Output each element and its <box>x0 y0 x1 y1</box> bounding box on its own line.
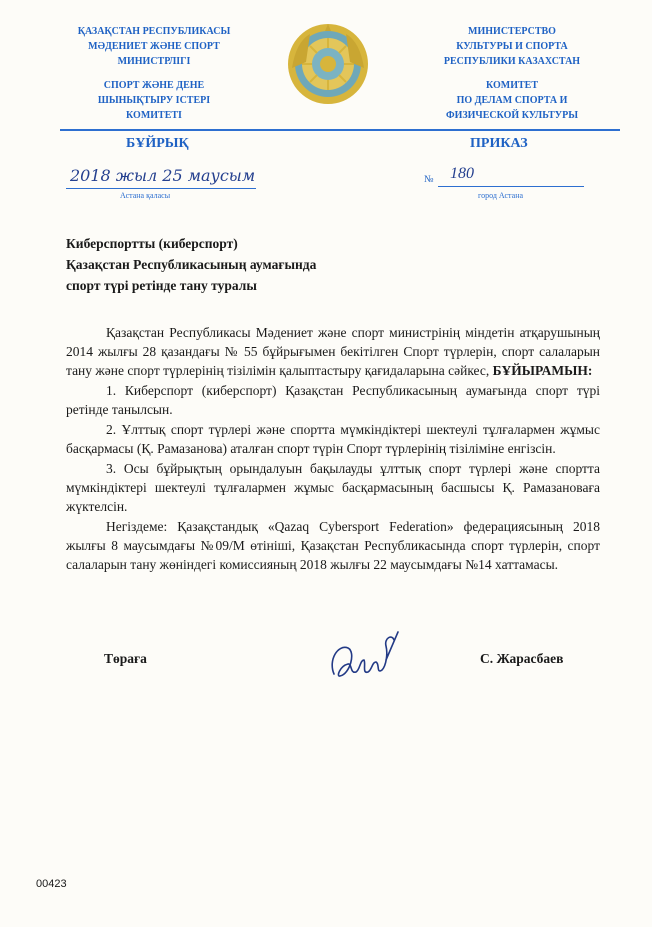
signatory-name: С. Жарасбаев <box>480 651 564 666</box>
right-committee-header: КОМИТЕТ ПО ДЕЛАМ СПОРТА И ФИЗИЧЕСКОЙ КУЛЬТУРЫ <box>445 80 579 121</box>
order-item-2: 2. Ұлттық спорт түрлері және спортта мүмкіндіктері шектеулі тұлғалармен жұмыс басқармасы (Қ. Рамазанова) аталған спорт түрін Спорт түрлерінің тізіліміне енгізсін. <box>66 422 600 456</box>
header-divider <box>60 129 620 131</box>
basis-paragraph: Негіздеме: Қазақстандық «Qazaq Cybersport Federation» федерациясының 2018 жылғы 8 маусымдағы №09/М өтініші, Қазақстан Республикасында спорт түрлерін, спорт салаларын тану жөніндегі комиссияның 2018 жылғы 22 маусымдағы №14 хаттамасы. <box>66 519 600 572</box>
doc-type-kazakh: БҰЙРЫҚ <box>126 136 189 151</box>
left-committee-header: СПОРТ ЖӘНЕ ДЕНЕ ШЫНЫҚТЫРУ ІСТЕРІ КОМИТЕТІ <box>97 80 211 121</box>
footer-code: 00423 <box>36 878 67 890</box>
handwritten-number: 180 <box>450 165 474 182</box>
order-item-1: 1. Киберспорт (киберспорт) Қазақстан Республикасының аумағында спорт түрі ретінде танылсын. <box>66 383 600 417</box>
document-title: Киберспортты (киберспорт) Қазақстан Республикасының аумағында спорт түрі ретінде тану туралы <box>66 236 317 293</box>
right-ministry-header: МИНИСТЕРСТВО КУЛЬТУРЫ И СПОРТА РЕСПУБЛИКИ КАЗАХСТАН <box>443 26 581 67</box>
number-label: № <box>424 174 434 185</box>
number-underline <box>438 186 584 187</box>
intro-paragraph: Қазақстан Республикасы Мәдениет және спорт министрінің міндетін атқарушының 2014 жылғы 28 қазандағы № 55 бұйрығымен бекітілген Спорт түрлерін, спорт салаларын тану және спорт түрлерінің тізілімін қалыптастыру қағидаларына сәйкес, БҰЙЫРАМЫН: <box>66 325 600 378</box>
city-kazakh: Астана қаласы <box>120 191 171 200</box>
handwritten-signature <box>326 630 406 686</box>
city-russian: город Астана <box>478 191 524 200</box>
order-item-3: 3. Осы бұйрықтың орындалуын бақылауды ұлттық спорт түрлері және спортта мүмкіндіктері шектеулі тұлғалармен жұмыс басқармасының басшысы Қ. Рамазановаға жүктелсін. <box>66 461 600 514</box>
date-underline <box>66 188 256 189</box>
handwritten-date: 2018 жыл 25 маусым <box>70 166 256 185</box>
document-body <box>66 323 600 575</box>
signatory-position: Төраға <box>104 651 147 666</box>
doc-type-russian: ПРИКАЗ <box>470 136 528 151</box>
order-word: БҰЙЫРАМЫН: <box>492 363 593 378</box>
left-ministry-header: ҚАЗАҚСТАН РЕСПУБЛИКАСЫ МӘДЕНИЕТ ЖӘНЕ СПОРТ МИНИСТРЛІГІ <box>77 26 231 67</box>
state-emblem-icon <box>286 22 370 106</box>
